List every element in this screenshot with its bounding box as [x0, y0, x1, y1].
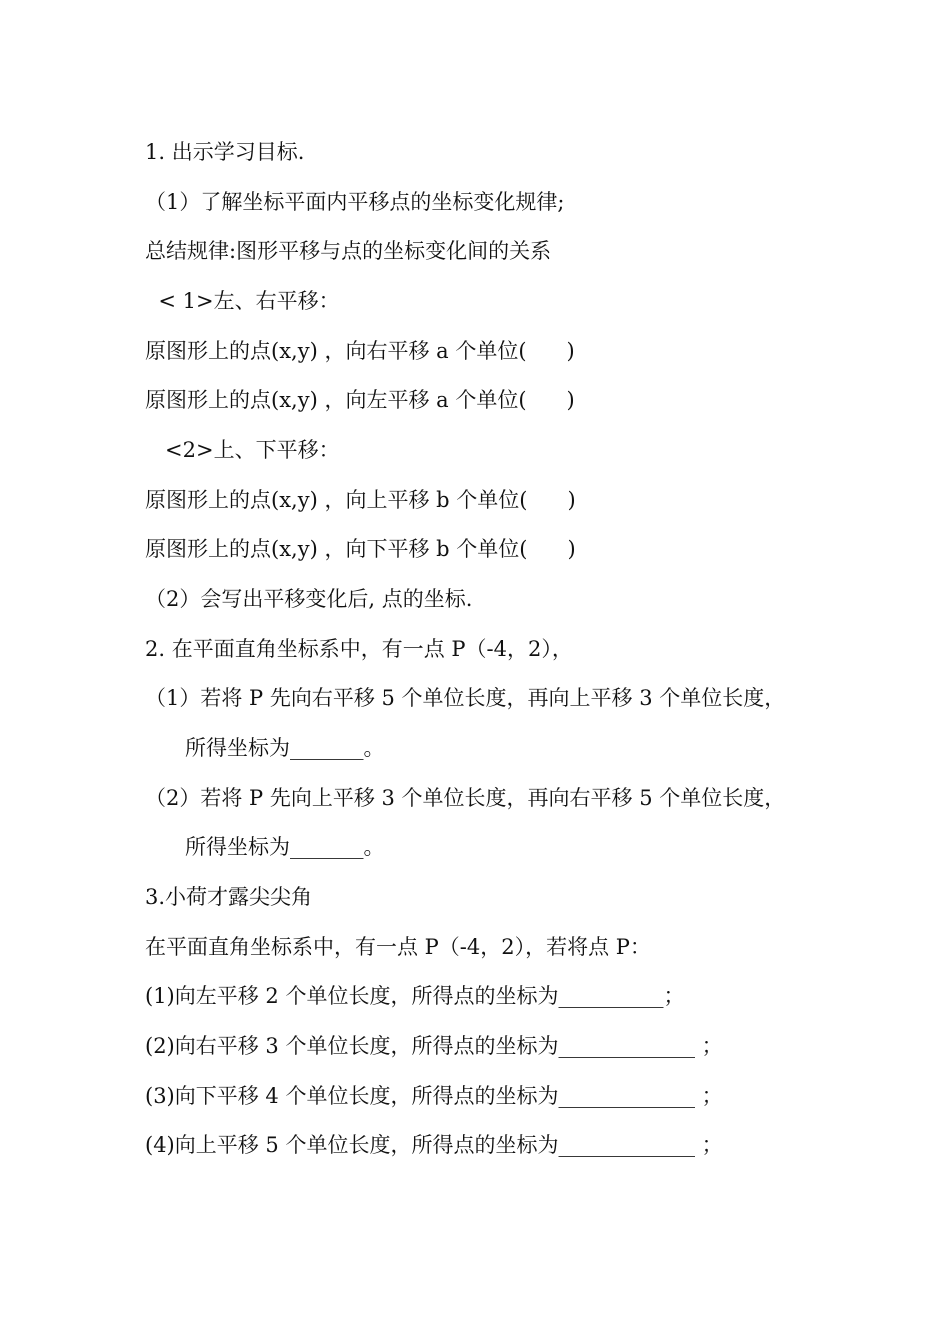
text-line-17: 在平面直角坐标系中，有一点 P（-4，2），若将点 P： [145, 935, 651, 959]
text-line-14: （2）若将 P 先向上平移 3 个单位长度，再向右平移 5 个单位长度， [145, 786, 786, 810]
text-line-1: 1. 出示学习目标. [145, 140, 305, 164]
text-line-21: (4)向上平移 5 个单位长度，所得点的坐标为_____________ ； [145, 1133, 723, 1157]
text-line-4: < 1>左、右平移： [145, 289, 340, 313]
text-line-19: (2)向右平移 3 个单位长度，所得点的坐标为_____________ ； [145, 1034, 723, 1058]
text-line-11: 2. 在平面直角坐标系中，有一点 P（-4，2）， [145, 637, 573, 661]
text-line-16: 3.小荷才露尖尖角 [145, 885, 313, 909]
text-line-8: 原图形上的点(x,y) ，向上平移 b 个单位( ) [145, 488, 576, 512]
text-line-13: 所得坐标为_______。 [145, 736, 385, 760]
text-line-3: 总结规律:图形平移与点的坐标变化间的关系 [145, 239, 552, 263]
text-line-20: (3)向下平移 4 个单位长度，所得点的坐标为_____________ ； [145, 1084, 723, 1108]
text-line-2: （1）了解坐标平面内平移点的坐标变化规律; [145, 190, 565, 214]
text-line-18: (1)向左平移 2 个单位长度，所得点的坐标为__________； [145, 984, 685, 1008]
text-line-10: （2）会写出平移变化后, 点的坐标. [145, 587, 473, 611]
text-line-5: 原图形上的点(x,y) ，向右平移 a 个单位( ) [145, 339, 575, 363]
text-line-15: 所得坐标为_______。 [145, 835, 385, 859]
text-line-12: （1）若将 P 先向右平移 5 个单位长度，再向上平移 3 个单位长度， [145, 686, 786, 710]
text-line-6: 原图形上的点(x,y) ，向左平移 a 个单位( ) [145, 388, 575, 412]
text-line-9: 原图形上的点(x,y) ，向下平移 b 个单位( ) [145, 537, 576, 561]
text-line-7: <2>上、下平移： [145, 438, 340, 462]
